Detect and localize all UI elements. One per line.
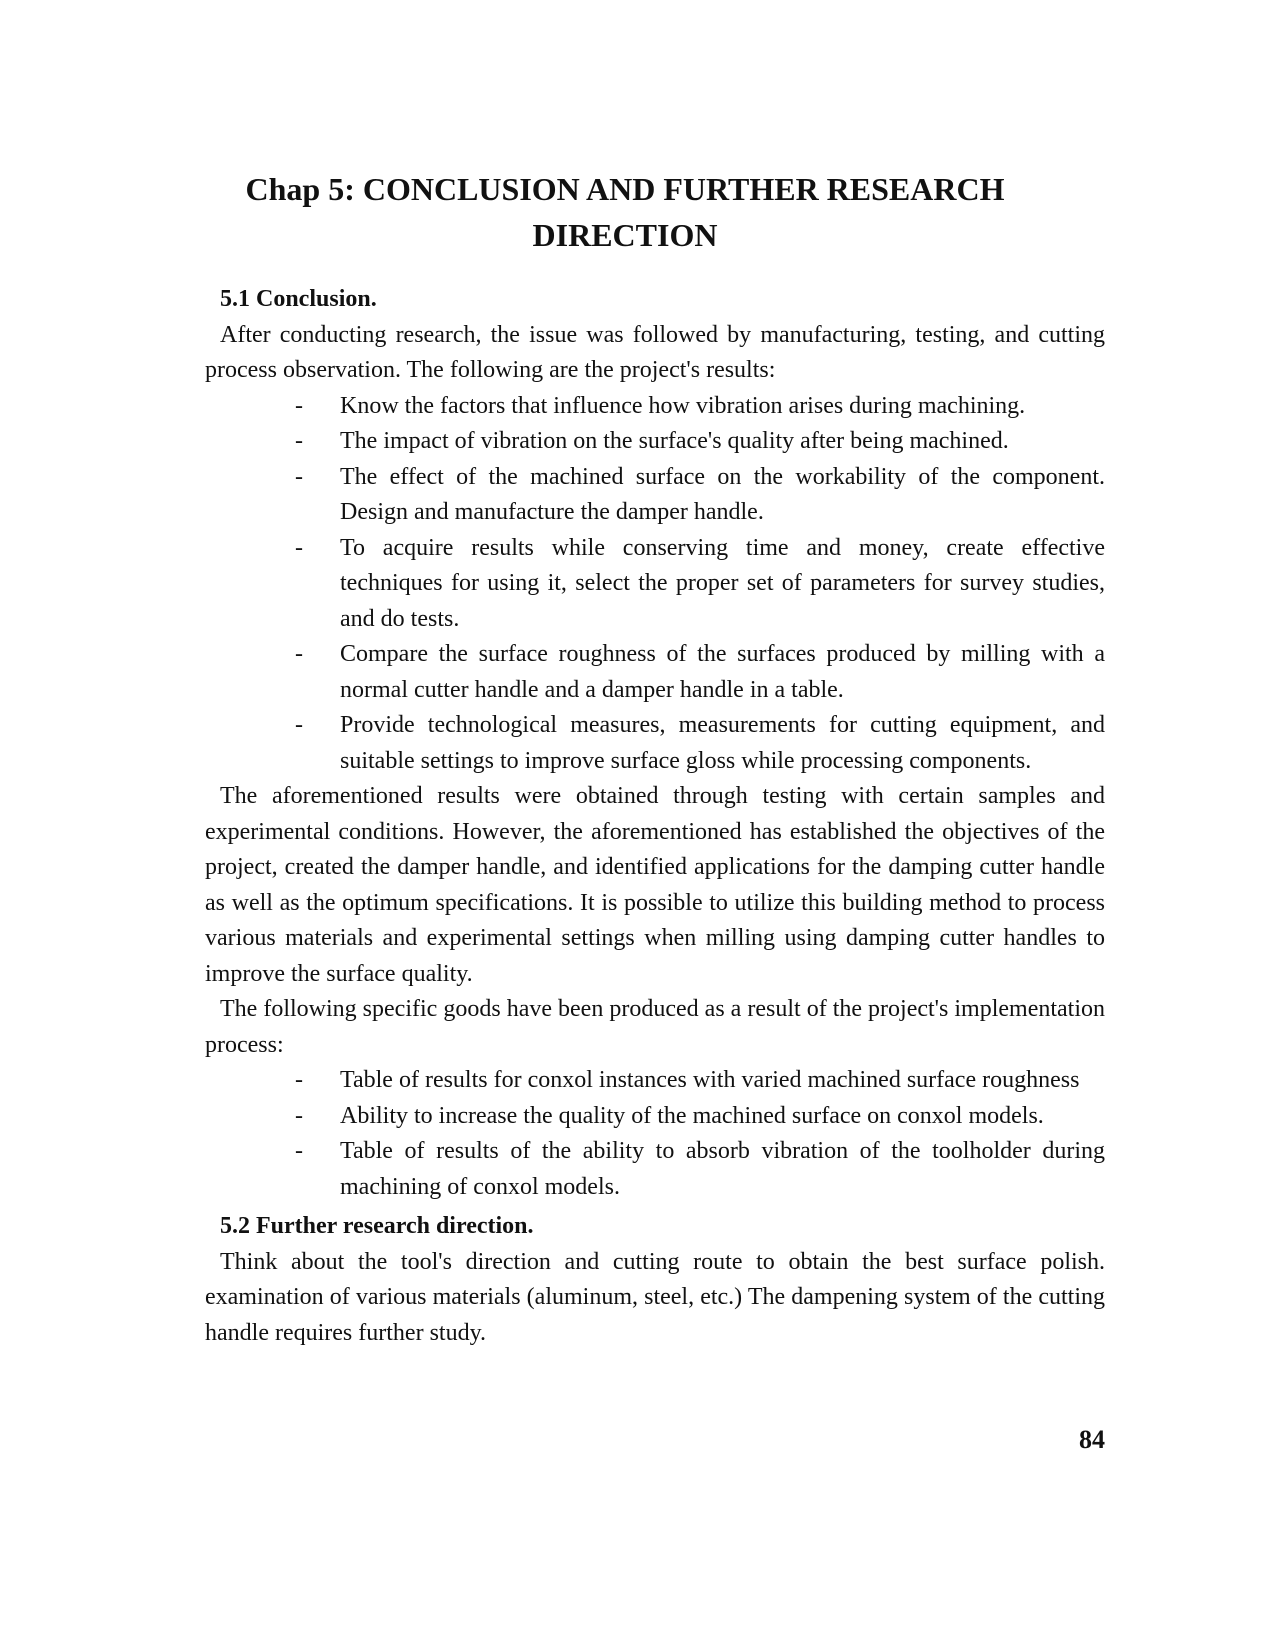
list-item-text: The impact of vibration on the surface's quality after being machined. xyxy=(340,428,1009,454)
section-heading-conclusion: 5.1 Conclusion. xyxy=(220,286,377,312)
list-item xyxy=(205,1099,1105,1135)
list-item xyxy=(205,424,1105,460)
bullet-marker: - xyxy=(295,1067,303,1093)
bullet-marker: - xyxy=(295,392,303,419)
list-item-text: Table of results for conxol instances with varied machined surface roughness xyxy=(340,1067,1080,1093)
list-item-text: To acquire results while conserving time and money, create effective techniques for using it, select the proper set of parameters for survey studies, and do tests. xyxy=(340,534,1105,632)
chapter-title: Chap 5: CONCLUSION AND FURTHER RESEARCH DIRECTION xyxy=(245,171,1005,253)
bullet-marker: - xyxy=(295,1102,303,1129)
bullet-marker: - xyxy=(295,712,303,738)
products-intro-paragraph: The following specific goods have been produced as a result of the project's implementation process: xyxy=(205,996,1105,1058)
list-item xyxy=(205,389,1105,425)
conclusion-intro-paragraph: After conducting research, the issue was followed by manufacturing, testing, and cutting process observation. The following are the project's results: xyxy=(205,321,1105,383)
list-item xyxy=(205,531,1105,638)
bullet-marker: - xyxy=(295,428,303,454)
results-discussion-paragraph: The aforementioned results were obtained through testing with certain samples and experimental conditions. However, the aforementioned has established the objectives of the project, created the damper handle, and identified applications for the damping cutter handle as well as the optimum specifications. It is possible to utilize this building method to process various materials and experimental settings when milling using damping cutter handles to improve the surface quality. xyxy=(205,783,1105,987)
list-item-text: Table of results of the ability to absorb vibration of the toolholder during machining of conxol models. xyxy=(340,1138,1105,1200)
list-item xyxy=(205,637,1105,708)
bullet-marker: - xyxy=(295,534,303,561)
document-body xyxy=(205,282,1105,1351)
results-bullet-list xyxy=(205,389,1105,780)
list-item xyxy=(205,1063,1105,1099)
list-item-text: Know the factors that influence how vibration arises during machining. xyxy=(340,392,1026,419)
products-bullet-list xyxy=(205,1063,1105,1205)
bullet-marker: - xyxy=(295,641,303,667)
list-item xyxy=(205,708,1105,779)
list-item-text: Provide technological measures, measurements for cutting equipment, and suitable settings to improve surface gloss while processing components. xyxy=(340,712,1105,774)
further-research-paragraph: Think about the tool's direction and cutting route to obtain the best surface polish. examination of various materials (aluminum, steel, etc.) The dampening system of the cutting handle requires further study. xyxy=(205,1248,1105,1346)
page-number: 84 xyxy=(1079,1425,1105,1454)
bullet-marker: - xyxy=(295,463,303,490)
list-item-text: Ability to increase the quality of the machined surface on conxol models. xyxy=(340,1102,1044,1129)
list-item xyxy=(205,460,1105,531)
list-item-text: The effect of the machined surface on the workability of the component. Design and manufacture the damper handle. xyxy=(340,463,1105,525)
section-heading-further-research: 5.2 Further research direction. xyxy=(220,1213,534,1239)
list-item xyxy=(205,1134,1105,1205)
bullet-marker: - xyxy=(295,1138,303,1164)
list-item-text: Compare the surface roughness of the surfaces produced by milling with a normal cutter handle and a damper handle in a table. xyxy=(340,641,1105,703)
